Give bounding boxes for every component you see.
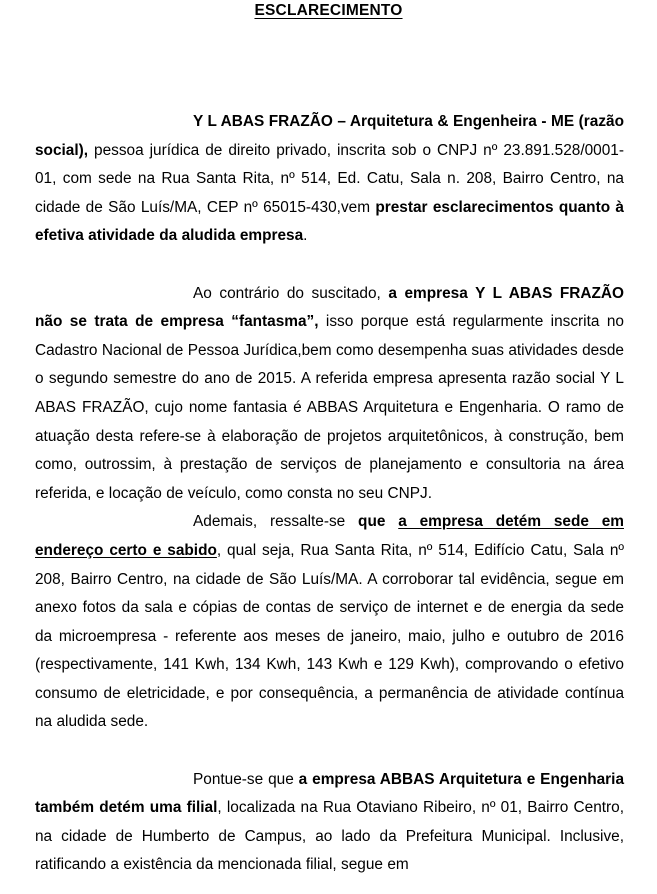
- page-title: ESCLARECIMENTO: [254, 2, 403, 19]
- text-run: isso porque está regularmente inscrita no Cadastro Nacional de Pessoa Jurídica,bem como desempenha suas atividades desde o segundo semestre do ano de 2015. A referida empresa apresenta razão social Y L ABAS FRAZÃO, cujo nome fantasia é ABBAS Arquitetura e Engenharia. O ramo de atuação desta refere-se à elaboração de projetos arquitetônicos, à construção, bem como, outrossim, à prestação de serviços de planejamento e consultoria na área referida, e locação de veículo, como consta no seu CNPJ.: [35, 313, 624, 502]
- text-run: a empresa ABBAS Arquitetura e Engenharia também detém uma filial: [35, 770, 625, 817]
- paragraph-identificacao: [35, 108, 624, 251]
- paragraph-sede: [35, 508, 624, 737]
- paragraph-nao-fantasma: [35, 280, 624, 509]
- text-run: Y L ABAS FRAZÃO – Arquitetura & Engenheira - ME (razão social),: [35, 113, 624, 159]
- document-body: [35, 108, 624, 880]
- paragraph-filial: [35, 766, 624, 880]
- text-run: , localizada na Rua Otaviano Ribeiro, nº 01, Bairro Centro, na cidade de Humberto de Campus, ao lado da Prefeitura Municipal. Inclusive, ratificando a existência da mencionada filial, segue em: [35, 799, 624, 874]
- text-run: a empresa detém sede em endereço certo e sabido: [35, 513, 624, 559]
- text-run: Ao contrário do suscitado,: [193, 284, 389, 302]
- text-run: prestar esclarecimentos quanto à efetiva atividade da aludida empresa: [35, 198, 624, 245]
- text-run: a empresa Y L ABAS FRAZÃO não se trata de empresa “fantasma”,: [35, 284, 625, 331]
- text-run: que: [358, 513, 399, 531]
- text-run: Ademais, ressalte-se: [193, 513, 359, 531]
- text-run: pessoa jurídica de direito privado, inscrita sob o CNPJ nº 23.891.528/0001-01, com sede na Rua Santa Rita, nº 514, Ed. Catu, Sala n. 208, Bairro Centro, na cidade de São Luís/MA, CEP nº 65015-430,vem: [35, 141, 624, 216]
- text-run: , qual seja, Rua Santa Rita, nº 514, Edifício Catu, Sala nº 208, Bairro Centro, na cidade de São Luís/MA. A corroborar tal evidência, segue em anexo fotos da sala e cópias de contas de serviço de internet e de energia da sede da microempresa - referente aos meses de janeiro, maio, julho e outubro de 2016 (respectivamente, 141 Kwh, 134 Kwh, 143 Kwh e 129 Kwh), comprovando o efetivo consumo de eletricidade, e por consequência, a permanência de atividade contínua na aludida sede.: [35, 541, 624, 731]
- text-run: .: [303, 227, 308, 245]
- text-run: Pontue-se que: [193, 770, 299, 788]
